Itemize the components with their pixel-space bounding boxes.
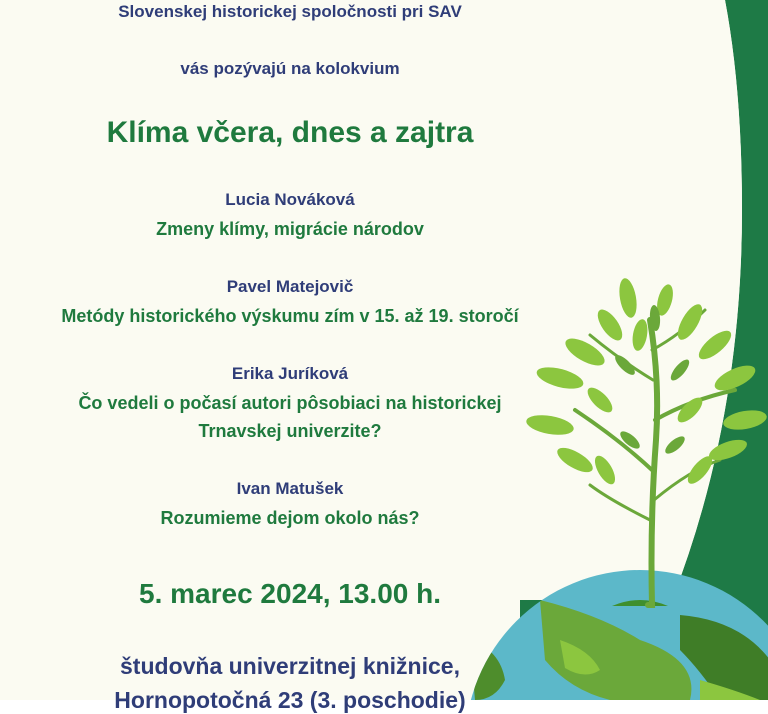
talk-title: Rozumieme dejom okolo nás? [160, 508, 420, 528]
organizer-line: Slovenskej historickej spoločnosti pri SAV [118, 2, 462, 21]
talk-title: Metódy historického výskumu zím v 15. až 19. storočí [61, 306, 519, 326]
venue-line-1: študovňa univerzitnej knižnice, [120, 653, 460, 679]
venue-line-2: Hornopotočná 23 (3. poschodie) [114, 687, 466, 713]
event-title: Klíma včera, dnes a zajtra [106, 116, 474, 149]
talk-title: Čo vedeli o počasí autori pôsobiaci na historickej [78, 393, 502, 413]
invite-line: vás pozývajú na kolokvium [180, 59, 400, 78]
talk-title-continued: Trnavskej univerzite? [198, 421, 382, 441]
speaker-name: Lucia Nováková [225, 190, 355, 209]
speaker-name: Erika Juríková [231, 364, 349, 383]
talk-title: Zmeny klímy, migrácie národov [156, 219, 424, 239]
event-date-time: 5. marec 2024, 13.00 h. [139, 578, 441, 609]
speaker-name: Pavel Matejovič [226, 277, 354, 296]
speaker-name: Ivan Matušek [236, 479, 344, 498]
